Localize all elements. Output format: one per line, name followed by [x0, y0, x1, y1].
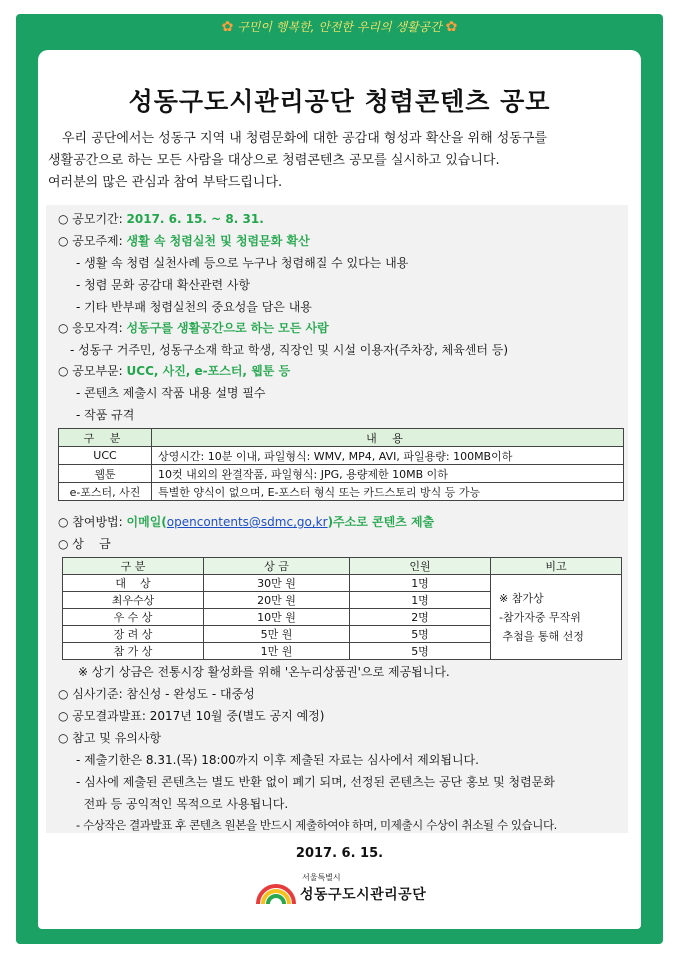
- category-value: UCC, 사진, e-포스터, 웹툰 등: [126, 364, 291, 378]
- table-header-cell: 내 용: [152, 429, 624, 447]
- table-header-cell: 인원: [350, 558, 491, 575]
- table-cell: 특별한 양식이 없으며, E-포스터 형식 또는 카드스토리 방식 등 가능: [152, 483, 624, 501]
- table-cell: 2명: [350, 609, 491, 626]
- theme-row: [58, 232, 310, 249]
- table-cell: 최우수상: [63, 592, 204, 609]
- prize-table: [62, 557, 622, 660]
- announce-row: ○ 공모결과발표: 2017년 10월 중(별도 공지 예정): [58, 709, 325, 723]
- slogan-text: 구민이 행복한, 안전한 우리의 생활공간: [237, 20, 442, 34]
- period-label: ○ 공모기간:: [58, 212, 127, 226]
- theme-item: - 기타 반부패 청렴실천의 중요성을 담은 내용: [76, 300, 312, 314]
- intro-paragraph: [48, 128, 638, 194]
- issue-date: 2017. 6. 15.: [295, 846, 384, 861]
- table-cell: 10컷 내외의 완결작품, 파일형식: JPG, 용량제한 10MB 이하: [152, 465, 624, 483]
- flower-mascot-icon: ✿: [221, 19, 234, 35]
- flower-icon: ✿: [445, 19, 458, 35]
- category-row: [58, 362, 290, 379]
- eligibility-label: ○ 응모자격:: [58, 321, 127, 335]
- table-cell: 우 수 상: [63, 609, 204, 626]
- intro-line: 생활공간으로 하는 모든 사람을 대상으로 청렴콘텐츠 공모를 실시하고 있습니다.: [48, 153, 500, 168]
- table-cell: 30만 원: [204, 575, 350, 592]
- notes-title: ○ 참고 및 유의사항: [58, 731, 162, 745]
- method-row: [58, 513, 434, 530]
- prize-note-line: -참가자중 무작위: [499, 610, 581, 624]
- logo-subtitle: 서울특별시: [302, 873, 341, 882]
- category-item: - 콘텐츠 제출시 작품 내용 설명 필수: [76, 386, 266, 400]
- eligibility-value: 성동구를 생활공간으로 하는 모든 사람: [126, 321, 329, 335]
- table-row: [63, 575, 622, 592]
- eligibility-detail: - 성동구 거주민, 성동구소재 학교 학생, 직장인 및 시설 이용자(주차장, 체육센터 등): [70, 343, 509, 357]
- intro-line: 여러분의 많은 관심과 참여 부탁드립니다.: [48, 175, 283, 190]
- method-pre: 이메일(: [126, 515, 167, 529]
- notes-item: - 제출기한은 8.31.(목) 18:00까지 이후 제출된 자료는 심사에서 제외됩니다.: [76, 753, 479, 767]
- table-header-cell: 구 분: [59, 429, 152, 447]
- prize-footnote: ※ 상기 상금은 전통시장 활성화를 위해 '온누리상품권'으로 제공됩니다.: [78, 665, 450, 679]
- period-value: 2017. 6. 15. ~ 8. 31.: [126, 212, 264, 226]
- table-header-row: [63, 558, 622, 575]
- method-label: ○ 참여방법:: [58, 515, 127, 529]
- table-cell: 20만 원: [204, 592, 350, 609]
- table-header-cell: 비고: [491, 558, 622, 575]
- table-cell: 대 상: [63, 575, 204, 592]
- notes-item: - 수상작은 결과발표 후 콘텐츠 원본을 반드시 제출하여야 하며, 미제출시 수상이 취소될 수 있습니다.: [76, 818, 557, 832]
- prize-note-line: ※ 참가상: [499, 591, 544, 605]
- table-cell: 1명: [350, 575, 491, 592]
- table-cell: 상영시간: 10분 이내, 파일형식: WMV, MP4, AVI, 파일용량: 100MB이하: [152, 447, 624, 465]
- spec-table: [58, 428, 624, 501]
- period-row: [58, 210, 264, 227]
- method-post: )주소로 콘텐츠 제출: [327, 515, 435, 529]
- intro-line: 우리 공단에서는 성동구 지역 내 청렴문화에 대한 공감대 형성과 확산을 위해 성동구를: [62, 131, 547, 146]
- theme-label: ○ 공모주제:: [58, 234, 127, 248]
- table-row: [59, 483, 624, 501]
- table-header-cell: 상 금: [204, 558, 350, 575]
- notes-item: - 심사에 제출된 콘텐츠는 별도 반환 없이 폐기 되며, 선정된 콘텐츠는 공단 홍보 및 청렴문화: [76, 775, 555, 789]
- table-cell: 장 려 상: [63, 626, 204, 643]
- table-cell: 5명: [350, 643, 491, 660]
- table-cell: e-포스터, 사진: [59, 483, 152, 501]
- category-label: ○ 공모부문:: [58, 364, 127, 378]
- table-cell: UCC: [59, 447, 152, 465]
- logo-name: 성동구도시관리공단: [300, 887, 427, 903]
- table-header-row: [59, 429, 624, 447]
- table-row: [59, 447, 624, 465]
- prize-note-line: 추첨을 통해 선정: [499, 629, 584, 643]
- table-cell: 5만 원: [204, 626, 350, 643]
- table-cell: 10만 원: [204, 609, 350, 626]
- table-cell: 1명: [350, 592, 491, 609]
- table-row: [59, 465, 624, 483]
- theme-item: - 생활 속 청렴 실천사례 등으로 누구나 청렴해질 수 있다는 내용: [76, 256, 409, 270]
- criteria-row: ○ 심사기준: 참신성 - 완성도 - 대중성: [58, 687, 255, 701]
- slogan-banner: [0, 18, 679, 35]
- table-cell: 웹툰: [59, 465, 152, 483]
- theme-item: - 청렴 문화 공감대 확산관련 사항: [76, 278, 251, 292]
- table-cell: 참 가 상: [63, 643, 204, 660]
- email-link[interactable]: opencontents@sdmc,go,kr: [166, 515, 328, 529]
- category-item: - 작품 규격: [76, 408, 135, 422]
- rainbow-logo-icon: [254, 868, 298, 908]
- notes-item: 전파 등 공익적인 목적으로 사용됩니다.: [76, 797, 289, 811]
- table-cell: 1만 원: [204, 643, 350, 660]
- eligibility-row: [58, 319, 329, 336]
- table-cell: 5명: [350, 626, 491, 643]
- prize-title: ○ 상 금: [58, 537, 111, 551]
- page-title: 성동구도시관리공단 청렴콘텐츠 공모: [128, 87, 551, 116]
- org-logo: [254, 868, 454, 908]
- table-header-cell: 구 분: [63, 558, 204, 575]
- theme-value: 생활 속 청렴실천 및 청렴문화 확산: [126, 234, 310, 248]
- prize-note-cell: [491, 575, 622, 660]
